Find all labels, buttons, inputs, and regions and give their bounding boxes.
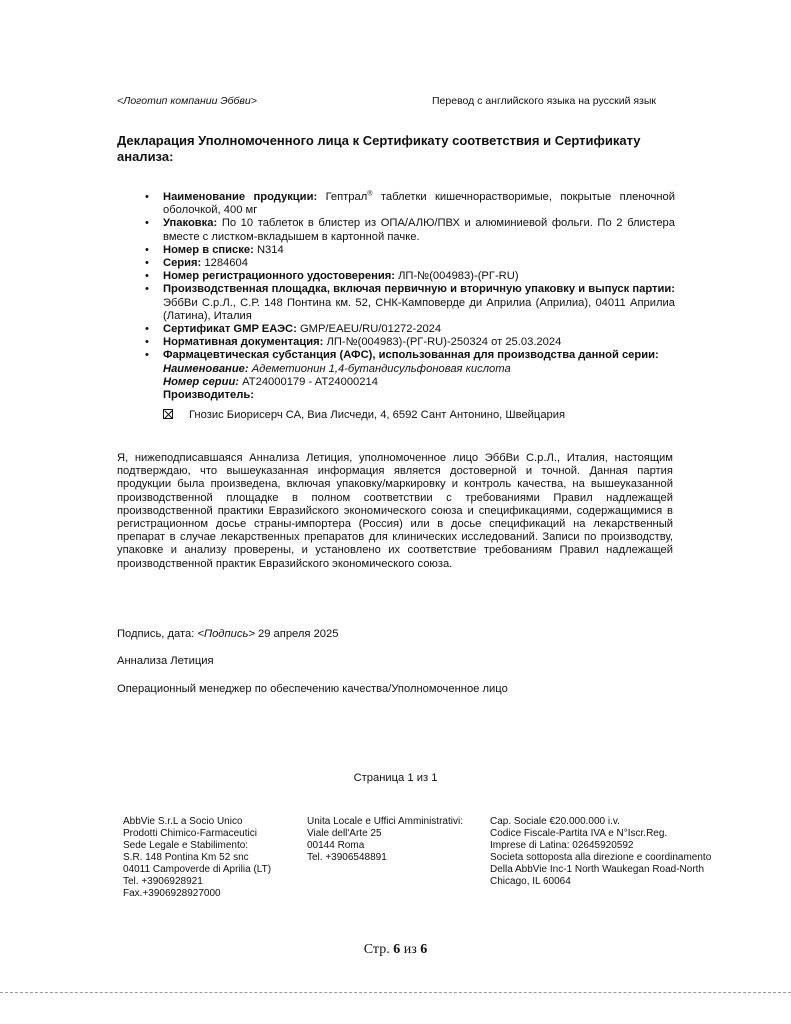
- footer-line: Chicago, IL 60064: [490, 876, 571, 887]
- registered-mark: ®: [367, 190, 373, 198]
- list-item-production-site: [145, 283, 675, 323]
- logo-placeholder-note: <Логотип компании Эббви>: [117, 95, 257, 107]
- series-label: Серия:: [163, 257, 202, 270]
- list-item-api: [145, 349, 675, 402]
- api-name-label: Наименование:: [163, 362, 249, 375]
- footer-line: Tel. +3906928921: [123, 876, 203, 887]
- manufacturer-value: Гнозис Биорисерч СА, Виа Лисчеди, 4, 6592 Сант Антонино, Швейцария: [189, 409, 566, 422]
- page-number: Страница 1 из 1: [353, 772, 438, 784]
- page-middle: из: [403, 942, 417, 957]
- checked-checkbox-icon: [163, 409, 173, 419]
- page-total: 6: [420, 942, 428, 957]
- footer-line: Codice Fiscale-Partita IVA e N°Iscr.Reg.: [490, 828, 668, 839]
- manufacturer-label-line: [163, 389, 675, 402]
- site-value: ЭббВи С.р.Л., С.Р. 148 Понтина км. 52, СНК-Камповерде ди Априлиа (Априлиа), 04011 Априлиа (Латина), Италия: [163, 296, 675, 322]
- list-item-registration-certificate: [145, 270, 675, 283]
- translation-note: Перевод с английского языка на русский язык: [432, 95, 657, 107]
- list-item-product: [145, 191, 675, 217]
- api-label: Фармацевтическая субстанция (АФС), использованная для производства данной серии:: [163, 349, 659, 362]
- bullet-icon: •: [145, 257, 149, 270]
- footer-line: Unita Locale e Uffici Amministrativi:: [307, 816, 463, 827]
- footer-line: Imprese di Latina: 02645920592: [490, 840, 634, 851]
- page-break-divider: [0, 992, 791, 993]
- api-name-value: Адеметионин 1,4-бутандисульфоновая кислота: [251, 362, 511, 375]
- bullet-icon: •: [145, 270, 149, 283]
- normdoc-value: ЛП-№(004983)-(РГ-RU)-250324 от 25.03.2024: [326, 336, 562, 349]
- footer-line: Sede Legale e Stabilimento:: [123, 840, 249, 851]
- signature-placeholder: <Подпись>: [197, 628, 255, 640]
- signature-label: Подпись, дата:: [117, 628, 195, 640]
- api-batch-value: AT24000179 - AT24000214: [242, 375, 378, 388]
- series-value: 1284604: [204, 257, 248, 270]
- product-name: Гептрал: [325, 191, 368, 203]
- gmp-value: GMP/EAEU/RU/01272-2024: [299, 323, 442, 336]
- list-number-value: N314: [256, 243, 284, 256]
- product-value: таблетки кишечнорастворимые, покрытые пленочной оболочкой, 400 мг: [163, 191, 676, 217]
- api-batch-line: [163, 376, 675, 389]
- footer-line: Tel. +3906548891: [307, 852, 387, 863]
- footer-line: AbbVie S.r.L a Socio Unico: [123, 816, 243, 827]
- reg-cert-value: ЛП-№(004983)-(РГ-RU): [398, 270, 519, 283]
- list-item-normative-doc: [145, 336, 675, 349]
- list-item-packaging: [145, 217, 675, 243]
- manufacturer-row: [145, 409, 675, 423]
- declaration-item-list: [145, 191, 675, 423]
- bullet-icon: •: [145, 349, 149, 362]
- bottom-page-counter: [0, 942, 791, 958]
- footer-line: 00144 Roma: [307, 840, 365, 851]
- reg-cert-label: Номер регистрационного удостоверения:: [163, 270, 395, 283]
- bullet-icon: •: [145, 323, 149, 336]
- document-title: Декларация Уполномоченного лица к Сертификату соответствия и Сертификату анализа:: [117, 133, 641, 164]
- footer-line: 04011 Campoverde di Aprilia (LT): [123, 864, 272, 875]
- page-prefix: Стр.: [363, 942, 390, 957]
- api-batch-label: Номер серии:: [163, 375, 240, 388]
- bullet-icon: •: [145, 283, 149, 296]
- footer-column-capital: [490, 816, 711, 888]
- signatory-role: Операционный менеджер по обеспечению качества/Уполномоченное лицо: [117, 683, 508, 695]
- signature-date: 29 апреля 2025: [257, 628, 339, 640]
- normdoc-label: Нормативная документация:: [163, 336, 324, 349]
- footer-line: Societa sottoposta alla direzione e coordinamento: [490, 852, 712, 863]
- site-label: Производственная площадка, включая первичную и вторичную упаковку и выпуск партии:: [163, 283, 675, 296]
- footer-column-office: [307, 816, 463, 864]
- footer-line: Prodotti Chimico-Farmaceutici: [123, 828, 257, 839]
- declaration-paragraph: Я, нижеподписавшаяся Аннализа Летиция, уполномоченное лицо ЭббВи С.р.Л., Италия, настоящим подтверждаю, что вышеуказанная информация является достоверной и точной. Данная партия продукции была произведена, включая упаковку/маркировку и контроль качества, на вышеуказанной производственной площадке в полном соответствии с требованиями Правил надлежащей производственной практики Евразийского экономического союза и спецификациями, содержащимися в регистрационном досье страны-импортера (Россия) или в досье спецификаций на лекарственный препарат в случае лекарственных препаратов для клинических исследований. Записи по производству, упаковке и анализу проверены, и установлено их соответствие требованиям Правил надлежащей производственной практик Евразийского экономического союза.: [117, 452, 673, 570]
- packaging-value: По 10 таблеток в блистер из ОПА/АЛЮ/ПВХ и алюминиевой фольги. По 2 блистера вместе с листком-вкладышем в картонной пачке.: [163, 217, 676, 243]
- list-item-gmp-certificate: [145, 323, 675, 336]
- product-label: Наименование продукции:: [163, 191, 318, 203]
- footer-line: S.R. 148 Pontina Km 52 snc: [123, 852, 249, 863]
- bullet-icon: •: [145, 191, 149, 203]
- footer-column-legal: [123, 816, 271, 900]
- footer-line: Della AbbVie Inc-1 North Waukegan Road-North: [490, 864, 705, 875]
- signatory-name: Аннализа Летиция: [117, 655, 214, 667]
- list-number-label: Номер в списке:: [163, 243, 254, 256]
- footer-line: Viale dell'Arte 25: [307, 828, 382, 839]
- footer-line: Cap. Sociale €20.000.000 i.v.: [490, 816, 620, 827]
- footer-line: Fax.+3906928927000: [123, 888, 221, 899]
- page-current: 6: [393, 942, 401, 957]
- bullet-icon: •: [145, 336, 149, 349]
- signature-line: [117, 628, 338, 640]
- bullet-icon: •: [145, 217, 149, 230]
- manufacturer-label: Производитель:: [163, 389, 254, 402]
- api-name-line: [163, 363, 675, 376]
- list-item-list-number: [145, 244, 675, 257]
- list-item-series: [145, 257, 675, 270]
- packaging-label: Упаковка:: [163, 217, 218, 230]
- gmp-label: Сертификат GMP ЕАЭС:: [163, 323, 297, 336]
- bullet-icon: •: [145, 243, 149, 256]
